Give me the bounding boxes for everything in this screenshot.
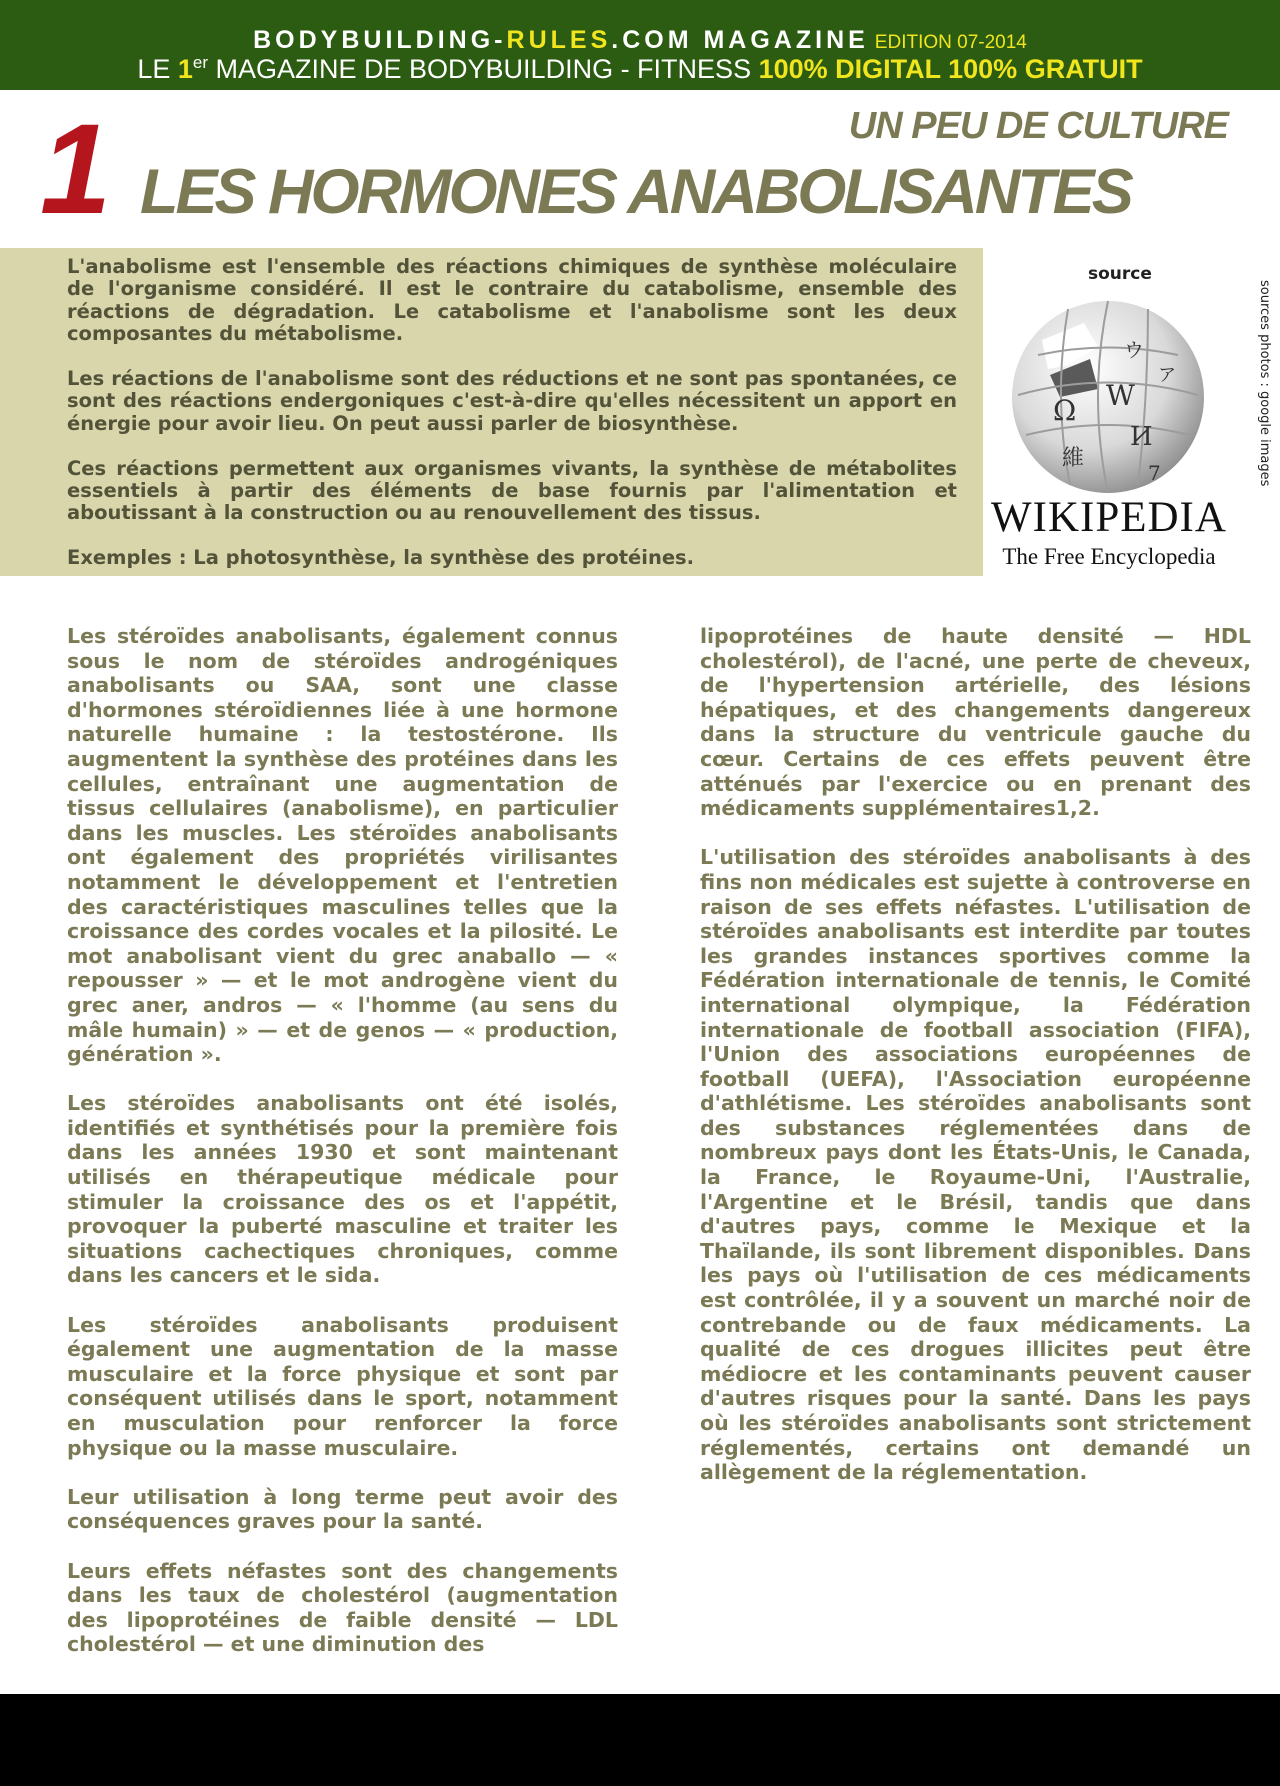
body-paragraph: Les stéroïdes anabolisants, également connus sous le nom de stéroïdes androgéniques anabolisants ou SAA, sont une classe d'hormones stéroïdiennes liée à une hormone naturelle humaine : la testostérone. Ils augmentent la synthèse des protéines dans les cellules, entraînant une augmentation de tissus cellulaires (anabolisme), en particulier dans les muscles. Les stéroïdes anabolisants ont également des propriétés virilisantes notamment le développement et l'entretien des caractéristiques masculines telles que la croissance des cordes vocales et la pilosité. Le mot anabolisant vient du grec anaballo — « repousser » — et le mot androgène vient du grec aner, andros — « l'homme (au sens du mâle humain) » — et de genos — « production, génération ». <box>67 624 618 1067</box>
brand-prefix: BODYBUILDING- <box>253 26 507 54</box>
wikipedia-globe-icon <box>998 285 1218 505</box>
article-number: 1 <box>40 98 112 241</box>
intro-paragraph: Ces réactions permettent aux organismes vivants, la synthèse de métabolites essentiels à partir des éléments de base fournis par l'alimentation et aboutissant à la construction ou au renouvellement des tissus. <box>67 456 957 525</box>
intro-paragraph: Les réactions de l'anabolisme sont des réductions et ne sont pas spontanées, ce sont des réactions endergoniques c'est-à-dire qu'elles nécessitent un apport en énergie pour avoir lieu. On peut aussi parler de biosynthèse. <box>67 367 957 435</box>
tagline-highlight: 100% DIGITAL 100% GRATUIT <box>758 54 1143 84</box>
body-column-left <box>67 624 618 1682</box>
wikipedia-tagline: The Free Encyclopedia <box>1002 544 1216 569</box>
body-paragraph: lipoprotéines de haute densité — HDL cholestérol), de l'acné, une perte de cheveux, de l'hypertension artérielle, des lésions hépatiques, et des changements dangereux dans la structure du ventricule gauche du cœur. Certains de ces effets peuvent être atténués par l'exercice ou en prenant des médicaments supplémentaires1,2. <box>700 624 1251 821</box>
photo-credit: sources photos : google images <box>1257 280 1272 487</box>
edition-label: EDITION 07-2014 <box>874 32 1027 53</box>
globe-glyph: 7 <box>1148 461 1161 485</box>
body-paragraph: Les stéroïdes anabolisants produisent également une augmentation de la masse musculaire et la force physique et sont par conséquent utilisés dans le sport, notamment en musculation pour renforcer la force physique ou la masse musculaire. <box>67 1312 618 1460</box>
globe-glyph: И <box>1130 422 1153 452</box>
tagline-superscript: er <box>192 53 208 72</box>
footer-bar <box>0 1694 1280 1786</box>
globe-glyph: W <box>1106 379 1135 412</box>
globe-glyph: ア <box>1158 365 1176 386</box>
body-column-right <box>700 624 1251 1509</box>
globe-glyph: ウ <box>1124 338 1144 362</box>
body-paragraph: Leur utilisation à long terme peut avoir des conséquences graves pour la santé. <box>67 1484 618 1534</box>
body-paragraph: Les stéroïdes anabolisants ont été isolés, identifiés et synthétisés pour la première fois dans les années 1930 et sont maintenant utilisés en thérapeutique médicale pour stimuler la croissance des os et l'appétit, provoquer la puberté masculine et traiter les situations cachectiques chroniques, comme dans les cancers et le sida. <box>67 1091 618 1288</box>
magazine-masthead <box>0 0 1280 90</box>
tagline-number: 1 <box>177 54 193 84</box>
tagline-main: MAGAZINE DE BODYBUILDING - FITNESS <box>208 54 759 84</box>
source-label: source <box>1088 264 1152 284</box>
article-title: LES HORMONES ANABOLISANTES <box>140 157 1131 227</box>
section-kicker: UN PEU DE CULTURE <box>848 105 1228 147</box>
body-paragraph: L'utilisation des stéroïdes anabolisants à des fins non médicales est sujette à controverse en raison de ses effets néfastes. L'utilisation de stéroïdes anabolisants est interdite par toutes les grandes instances sportives comme la Fédération internationale de tennis, le Comité international olympique, la Fédération internationale de football association (FIFA), l'Union des associations européennes de football (UEFA), l'Association européenne d'athlétisme. Les stéroïdes anabolisants sont des substances réglementées dans de nombreux pays dont les États-Unis, le Canada, la France, le Royaume-Uni, l'Australie, l'Argentine et le Brésil, tandis que dans d'autres pays, comme le Mexique et la Thaïlande, ils sont librement disponibles. Dans les pays où l'utilisation de ces médicaments est contrôlée, il y a souvent un marché noir de contrebande ou de faux médicaments. La qualité de ces drogues illicites peut être médiocre et les contaminants peuvent causer d'autres risques pour la santé. Dans les pays où les stéroïdes anabolisants sont strictement réglementés, certains ont demandé un allègement de la réglementation. <box>700 845 1251 1485</box>
globe-glyph: 維 <box>1062 446 1085 471</box>
globe-glyph: Ω <box>1053 394 1077 427</box>
intro-box <box>0 248 983 576</box>
intro-text <box>67 256 957 570</box>
intro-paragraph: L'anabolisme est l'ensemble des réactions chimiques de synthèse moléculaire de l'organisme considéré. Il est le contraire du catabolisme, ensemble des réactions de dégradation. Le catabolisme et l'anabolisme sont les deux composantes du métabolisme. <box>67 255 957 346</box>
body-paragraph: Leurs effets néfastes sont des changements dans les taux de cholestérol (augmentation des lipoprotéines de faible densité — LDL cholestérol — et une diminution des <box>67 1558 618 1657</box>
intro-paragraph: Exemples : La photosynthèse, la synthèse des protéines. <box>67 546 695 570</box>
brand-suffix: .COM MAGAZINE <box>611 26 869 54</box>
masthead-tagline <box>0 54 1280 84</box>
tagline-prefix: LE <box>137 54 178 84</box>
brand-accent: RULES <box>506 26 612 54</box>
wikipedia-wordmark: WIKIPEDIA <box>991 494 1227 541</box>
